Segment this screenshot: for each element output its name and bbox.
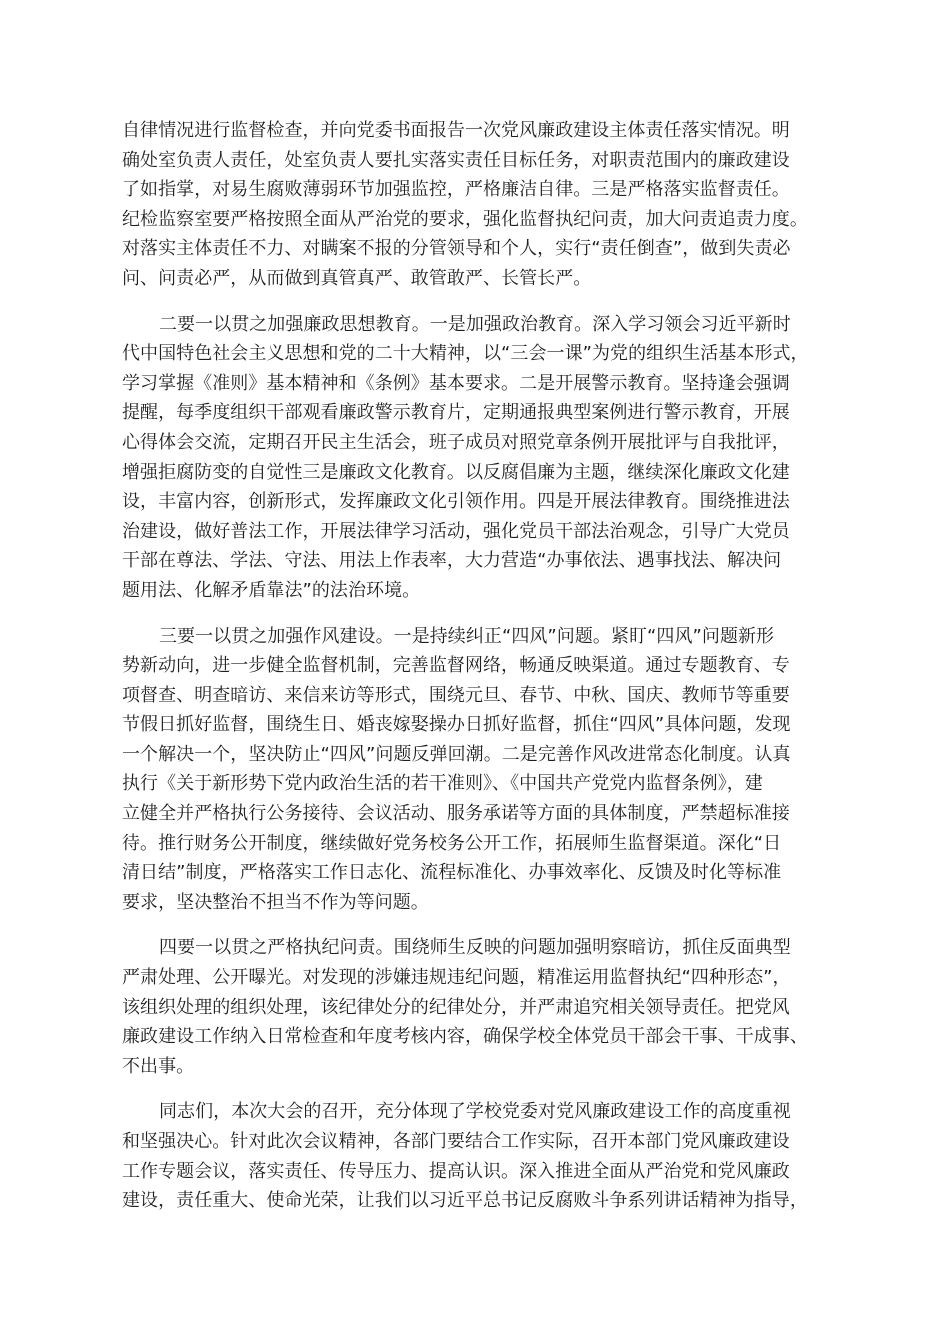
text-line: 要求，坚决整治不担当不作为等问题。 (122, 891, 429, 913)
text-line: 不出事。 (122, 1055, 195, 1077)
text-line: 执行《关于新形势下党内政治生活的若干准则》、《中国共产党党内监督条例》，建 (122, 773, 763, 795)
text-line: 代中国特色社会主义思想和党的二十大精神，以“三会一课”为党的组织生活基本形式， (122, 343, 809, 365)
text-line: 待。推行财务公开制度，继续做好党务校务公开工作，拓展师生监督渠道。深化“日 (122, 832, 782, 854)
paragraph-spacer (122, 606, 840, 622)
text-line: 立健全并严格执行公务接待、会议活动、服务承诺等方面的具体制度，严禁超标准接 (122, 803, 790, 825)
text-line: 项督查、明查暗访、来信来访等形式，围绕元旦、春节、中秋、国庆、教师节等重要 (122, 684, 790, 706)
text-line: 学习掌握《准则》基本精神和《条例》基本要求。二是开展警示教育。坚持逢会强调 (122, 372, 790, 394)
text-line: 该组织处理的组织处理，该纪律处分的纪律处分，并严肃追究相关领导责任。把党风 (122, 996, 790, 1018)
text-line: 工作专题会议，落实责任、传导压力、提高认识。深入推进全面从严治党和党风廉政 (122, 1160, 790, 1182)
text-line: 节假日抓好监督，围绕生日、婚丧嫁娶操办日抓好监督，抓住“四风”具体问题，发现 (122, 714, 791, 736)
text-line: 建设，责任重大、使命光荣，让我们以习近平总书记反腐败斗争系列讲话精神为指导， (122, 1190, 808, 1212)
text-line: 三要一以贯之加强作风建设。一是持续纠正“四风”问题。紧盯“四风”问题新形 (159, 625, 775, 647)
text-line: 一个解决一个，坚决防止“四风”问题反弹回潮。二是完善作风改进常态化制度。认真 (122, 743, 791, 765)
text-line: 增强拒腐防变的自觉性三是廉政文化教育。以反腐倡廉为主题，继续深化廉政文化建 (122, 461, 790, 483)
paragraph-spacer (122, 1081, 840, 1097)
text-line: 严肃处理、公开曝光。对发现的涉嫌违规违纪问题，精准运用监督执纪“四种形态”， (122, 967, 791, 989)
text-line: 设，丰富内容，创新形式，发挥廉政文化引领作用。四是开展法律教育。围绕推进法 (122, 491, 790, 513)
paragraph-spacer (122, 294, 840, 310)
text-line: 了如指掌，对易生腐败薄弱环节加强监控，严格廉洁自律。三是严格落实监督责任。 (122, 179, 790, 201)
paragraph-spacer (122, 917, 840, 933)
text-line: 同志们，本次大会的召开，充分体现了学校党委对党风廉政建设工作的高度重视 (159, 1101, 791, 1123)
paragraph (122, 622, 840, 918)
text-line: 自律情况进行监督检查，并向党委书面报告一次党风廉政建设主体责任落实情况。明 (122, 120, 790, 141)
text-line: 纪检监察室要严格按照全面从严治党的要求，强化监督执纪问责，加大问责追责力度。 (122, 208, 808, 230)
paragraph (122, 310, 840, 606)
text-line: 题用法、化解矛盾靠法”的法治环境。 (122, 579, 421, 601)
text-line: 清日结”制度，严格落实工作日志化、流程标准化、办事效率化、反馈及时化等标准 (122, 862, 782, 884)
text-line: 提醒，每季度组织干部观看廉政警示教育片，定期通报典型案例进行警示教育，开展 (122, 402, 790, 424)
paragraph (122, 933, 840, 1081)
paragraph (122, 116, 840, 294)
text-line: 治建设，做好普法工作，开展法律学习活动，强化党员干部法治观念，引导广大党员 (122, 520, 790, 542)
text-line: 二要一以贯之加强廉政思想教育。一是加强政治教育。深入学习领会习近平新时 (159, 313, 791, 335)
text-line: 确处室负责人责任，处室负责人要扎实落实责任目标任务，对职责范围内的廉政建设 (122, 149, 790, 171)
paragraph (122, 1097, 840, 1215)
text-line: 对落实主体责任不力、对瞒案不报的分管领导和个人，实行“责任倒查”，做到失责必 (122, 238, 791, 260)
text-line: 干部在尊法、学法、守法、用法上作表率，大力营造“办事依法、遇事找法、解决问 (122, 550, 782, 572)
text-line: 问、问责必严，从而做到真管真严、敢管敢严、长管长严。 (122, 267, 592, 289)
document-body (122, 116, 840, 1216)
text-line: 廉政建设工作纳入日常检查和年度考核内容，确保学校全体党员干部会干事、干成事、 (122, 1026, 808, 1048)
text-line: 心得体会交流，定期召开民主生活会，班子成员对照党章条例开展批评与自我批评， (122, 431, 790, 453)
text-line: 四要一以贯之严格执纪问责。围绕师生反映的问题加强明察暗访，抓住反面典型 (159, 937, 791, 959)
text-line: 势新动向，进一步健全监督机制，完善监督网络，畅通反映渠道。通过专题教育、专 (122, 655, 790, 677)
text-line: 和坚强决心。针对此次会议精神，各部门要结合工作实际，召开本部门党风廉政建设 (122, 1131, 790, 1152)
